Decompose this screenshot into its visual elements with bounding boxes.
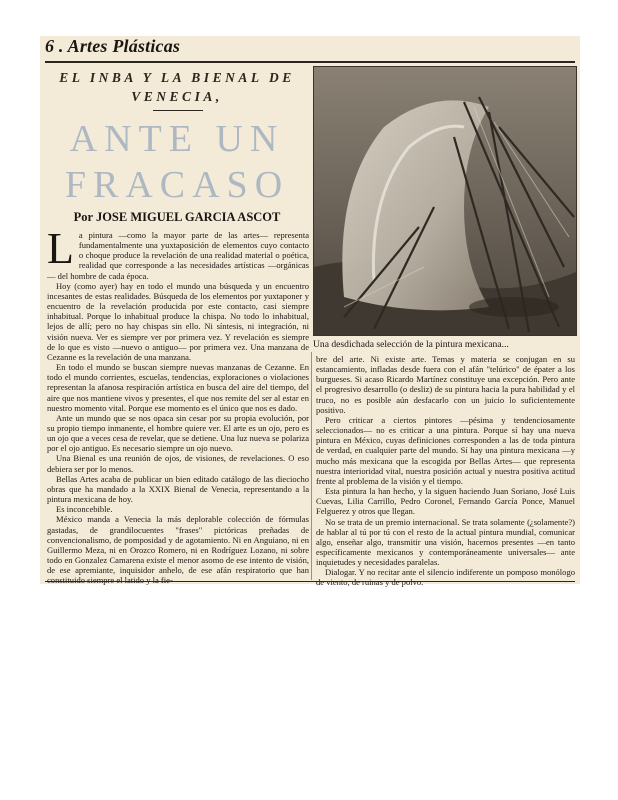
section-header-row xyxy=(45,36,575,60)
bottom-rule xyxy=(45,581,575,582)
paragraph: Esta pintura la han hecho, y la siguen haciendo Juan Soriano, José Luis Cuevas, Lilia Carrillo, Pedro Coronel, Fernando García Ponce, Manuel Felguerez y otros que llegan. xyxy=(316,486,575,517)
paragraph: Dialogar. Y no recitar ante el silencio indiferente un pomposo monólogo de viento, de ruinas y de polvo. xyxy=(316,567,575,588)
header-rule xyxy=(45,61,575,63)
article-byline: Por JOSE MIGUEL GARCIA ASCOT xyxy=(73,210,281,224)
paragraph: No se trata de un premio internacional. Se trata solamente (¿solamente?) de hablar al tú por tú con el resto de la actual pintura mundial, comunicar algo, enseñar algo, transmitir una visión, hacernos presentes —en tanto específicamente mexicanos y contemporáneamente universales— ante inquietudes y necesidades paralelas. xyxy=(316,516,575,568)
article-left-column xyxy=(45,64,309,584)
column-divider xyxy=(311,352,312,580)
drop-cap: L xyxy=(47,224,74,273)
paragraph: Es inconcebible. xyxy=(56,504,113,515)
paragraph: Pero criticar a ciertos pintores —pésima y tendenciosamente seleccionados— no es criticar a una pintura. Porque sí hay una nueva pintura en México, cuyas definiciones corresponden a las de toda pintura de verdad, en cualquier parte del mundo. Sí hay una pintura mexicana —y mucho más mexicana que la escogida por Bellas Artes— que representa nuestra interioridad vital, nuestra posición actual y nuestra positiva actitud frente al problema de la visión y el tiempo. xyxy=(316,414,575,486)
article-text-column-1 xyxy=(47,224,309,586)
paragraph: bre del arte. Ni existe arte. Temas y materia se conjugan en su estancamiento, infladas desde fuera con el afán "telúrico" de épater a los burgueses. Si acaso Ricardo Martínez constituye una excepción. Pero ante el progresivo desarrollo (o desliz) de su pintura hacia la pura habilidad y el truco, no es posible aún desfacarlo con un juicio lo suficientemente positivo. xyxy=(316,354,575,415)
article-text-column-2 xyxy=(316,354,575,588)
newspaper-clipping xyxy=(40,36,580,588)
paragraph: La pintura —como la mayor parte de las artes— representa fundamentalmente una yuxtaposición de elementos cuyo contacto o choque produce la revelación de una realidad material o poética, realidad que corresponde a las necesidades artísticas —orgánicas— del hombre de cada época. xyxy=(47,224,309,281)
paragraph: Hoy (como ayer) hay en todo el mundo una búsqueda y un encuentro incesantes de estas realidades. Búsqueda de los elementos por yuxtaponer y encuentro de la revelación producida por este contacto, casi siempre inhabitual. Porque lo inhabitual produce la chispa. No todo lo inhabitual, lejos de allí; pero no hay chispas sin ello. Ni síntesis, ni integración, ni visión nueva. Ver es siempre ver por primera vez. Y revelación es siempre de lo que es visto —nuevo o antiguo— por primera vez. Una manzana de Cezanne es la revelación de una manzana. xyxy=(47,280,309,362)
paragraph: Ante un mundo que se nos opaca sin cesar por su propia evolución, por su propio tiempo inmanente, el hombre quiere ver. El arte es un ojo, pero es un ojo que a veces cesa de revelar, que se detiene. Una luz nueva se polariza por el ojo antiguo. Es necesario siempre un ojo nuevo. xyxy=(47,412,309,454)
article-headline: ANTE UN FRACASO xyxy=(64,118,290,206)
paragraph: Una Bienal es una reunión de ojos, de visiones, de revelaciones. O eso debiera ser por lo menos. xyxy=(47,453,309,474)
section-header: 6 . Artes Plásticas xyxy=(45,36,181,56)
paragraph: Bellas Artes acaba de publicar un bien editado catálogo de las dieciocho obras que ha mandado a la XXIX Bienal de Venecia, representando a la pintura mexicana de hoy. xyxy=(47,473,309,505)
paragraph: En todo el mundo se buscan siempre nuevas manzanas de Cezanne. En todo el mundo corrientes, escuelas, tendencias, exploraciones o violaciones representan la afanosa respiración artística en busca del aire del tiempo, del aire que nos mantiene vivos y presentes, el que nos remite del ser al estar en nuestro momento vital. Porque ese momento es el único que nos es dado. xyxy=(47,362,309,413)
photo-caption: Una desdichada selección de la pintura mexicana... xyxy=(313,339,509,350)
paragraph: México manda a Venecia la más deplorable colección de fórmulas gastadas, de grandilocuentes "frases" pictóricas preñadas de convencionalismo, de pomposidad y de agotamiento. Ni en Anguiano, ni en Guillermo Meza, ni en Orozco Romero, ni en Rodríguez Lozano, ni sobre todo en Gonzalez Camarena existe el menor asomo de ese intento de visión, de ese apremiante, inquisidor anhelo, de ese afán respiratorio que han constituido siempre el latido y la fie- xyxy=(47,514,309,586)
kicker-rule xyxy=(153,110,203,111)
article-kicker: EL INBA Y LA BIENAL DE VENECIA, xyxy=(59,70,295,104)
artwork-photo xyxy=(313,66,577,336)
